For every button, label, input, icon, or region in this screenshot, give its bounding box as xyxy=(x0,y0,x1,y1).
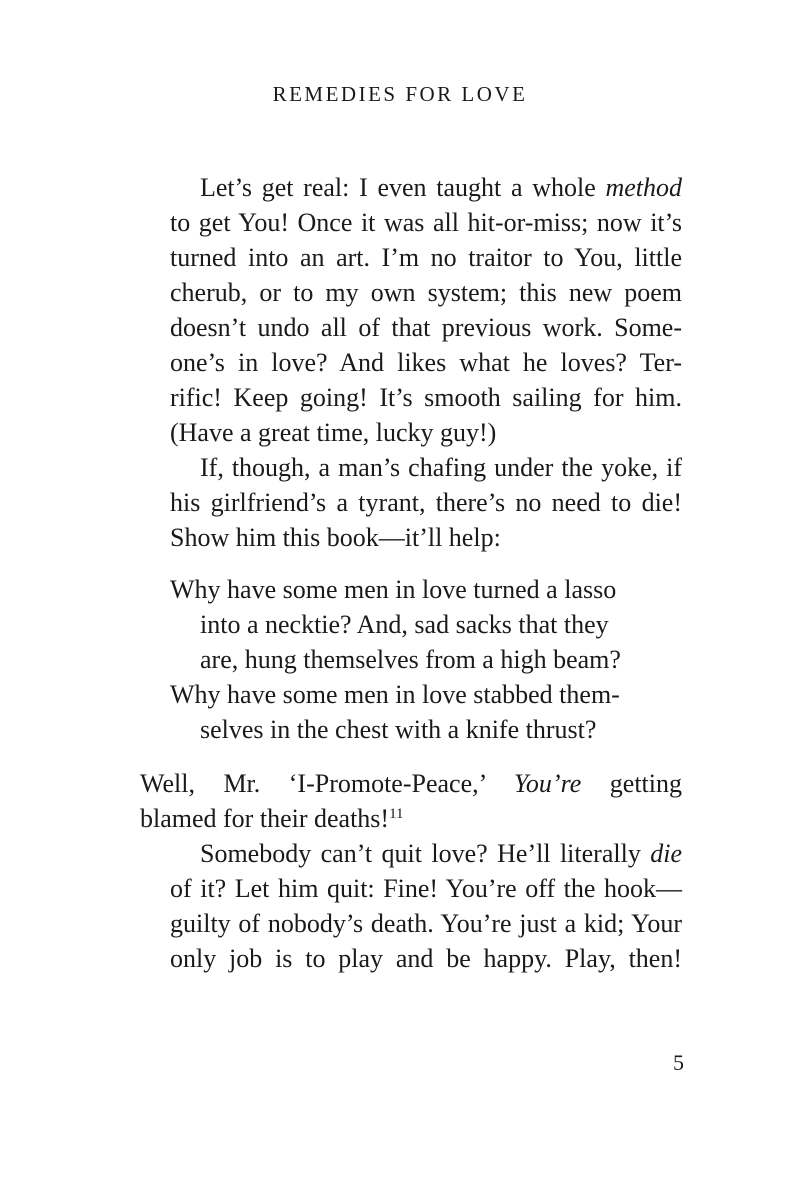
verse-line: Why have some men in love stabbed them- xyxy=(170,680,620,709)
text-line: Somebody can’t quit love? He’ll literally die xyxy=(200,839,682,868)
verse-quotation xyxy=(170,572,682,747)
text-line: Show him this book—it’ll help: xyxy=(170,523,501,552)
verse-line: selves in the chest with a knife thrust? xyxy=(200,715,597,744)
text-line: cherub, or to my own system; this new poem xyxy=(170,278,682,307)
paragraph-4 xyxy=(140,836,682,976)
page-number: 5 xyxy=(673,1050,684,1075)
text-line: doesn’t undo all of that previous work. Some- xyxy=(170,313,682,342)
paragraph-2 xyxy=(140,450,682,555)
text-line: (Have a great time, lucky guy!) xyxy=(170,418,497,447)
verse-line: Why have some men in love turned a lasso xyxy=(170,575,617,604)
body-text xyxy=(140,170,682,976)
text-line: only job is to play and be happy. Play, then! xyxy=(170,944,682,973)
text-line: If, though, a man’s chafing under the yoke, if xyxy=(200,453,682,482)
running-head: REMEDIES FOR LOVE xyxy=(272,82,528,106)
emphasis-method: method xyxy=(605,173,682,202)
emphasis-die: die xyxy=(650,839,682,868)
text-line: to get You! Once it was all hit-or-miss; now it’s xyxy=(170,208,682,237)
verse-line: into a necktie? And, sad sacks that they xyxy=(200,610,609,639)
emphasis-youre: You’re xyxy=(513,769,582,798)
text-line: turned into an art. I’m no traitor to You, little xyxy=(170,243,682,272)
footnote-reference[interactable]: 11 xyxy=(389,806,404,822)
text-line: guilty of nobody’s death. You’re just a kid; Your xyxy=(170,909,682,938)
text-line: one’s in love? And likes what he loves? Ter- xyxy=(170,348,682,377)
text-line: his girlfriend’s a tyrant, there’s no need to die! xyxy=(170,488,682,517)
text-line: blamed for their deaths!$^{11}$ xyxy=(140,804,404,833)
text-line: Well, Mr. ‘I-Promote-Peace,’ You’re getting xyxy=(140,769,682,798)
text-line: Let’s get real: I even taught a whole method xyxy=(200,173,682,202)
text-line: of it? Let him quit: Fine! You’re off the hook— xyxy=(170,874,682,903)
text-line: rific! Keep going! It’s smooth sailing for him. xyxy=(170,383,682,412)
paragraph-3 xyxy=(140,766,682,836)
verse-line: are, hung themselves from a high beam? xyxy=(200,645,621,674)
paragraph-1 xyxy=(140,170,682,450)
